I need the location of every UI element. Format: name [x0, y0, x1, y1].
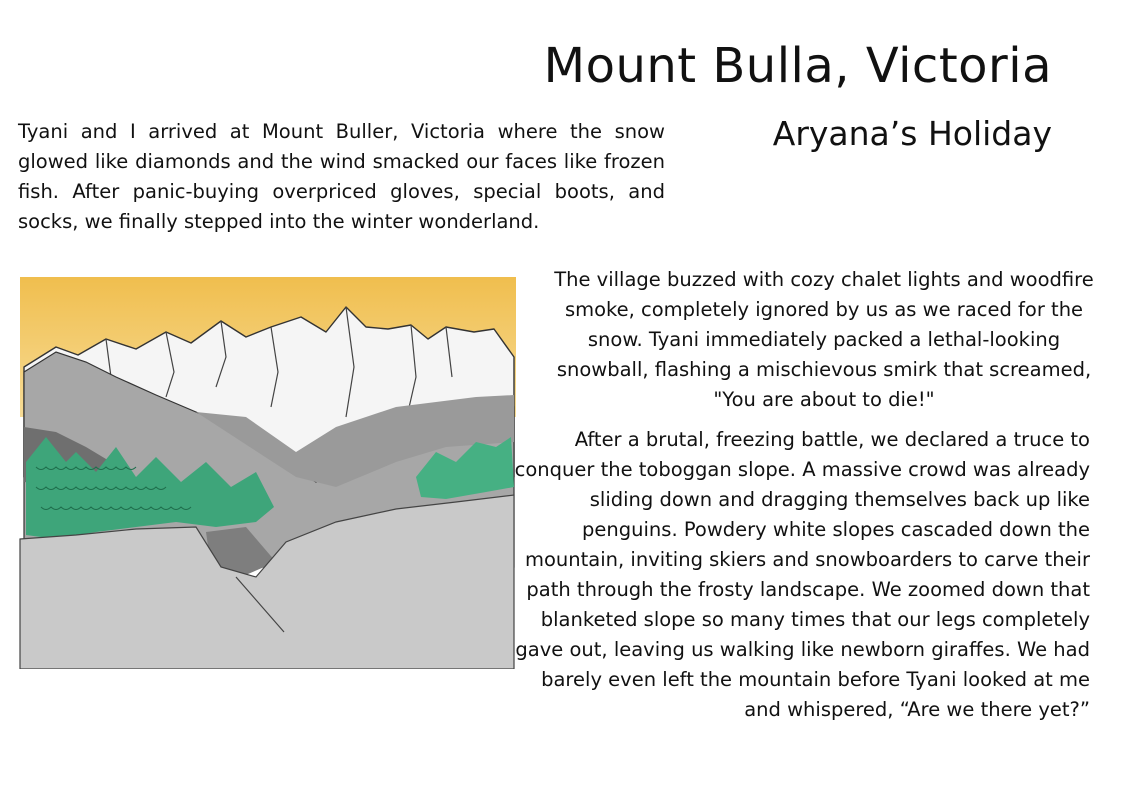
mountain-illustration [16, 277, 519, 669]
intro-paragraph: Tyani and I arrived at Mount Buller, Victoria where the snow glowed like diamonds and the wind smacked our faces like frozen fish. After panic-buying overpriced gloves, special boots, and socks, we finally stepped into the winter wonderland. [18, 120, 665, 233]
page-subtitle: Aryana’s Holiday [772, 114, 1052, 153]
body-paragraph-1: The village buzzed with cozy chalet lights and woodfire smoke, completely ignored by us as we raced for the snow. Tyani immediately packed a lethal-looking snowball, flashing a mischievous smirk that screamed, "You are about to die!" [554, 268, 1094, 411]
page-title: Mount Bulla, Victoria [543, 38, 1052, 94]
body-paragraph-2: After a brutal, freezing battle, we declared a truce to conquer the toboggan slope. A massive crowd was already sliding down and dragging themselves back up like penguins. Powdery white slopes cascaded down the mountain, inviting skiers and snowboarders to carve their path through the frosty landscape. We zoomed down that blanketed slope so many times that our legs completely gave out, leaving us walking like newborn giraffes. We had barely even left the mountain before Tyani looked at me and whispered, “Are we there yet?” [514, 428, 1090, 721]
